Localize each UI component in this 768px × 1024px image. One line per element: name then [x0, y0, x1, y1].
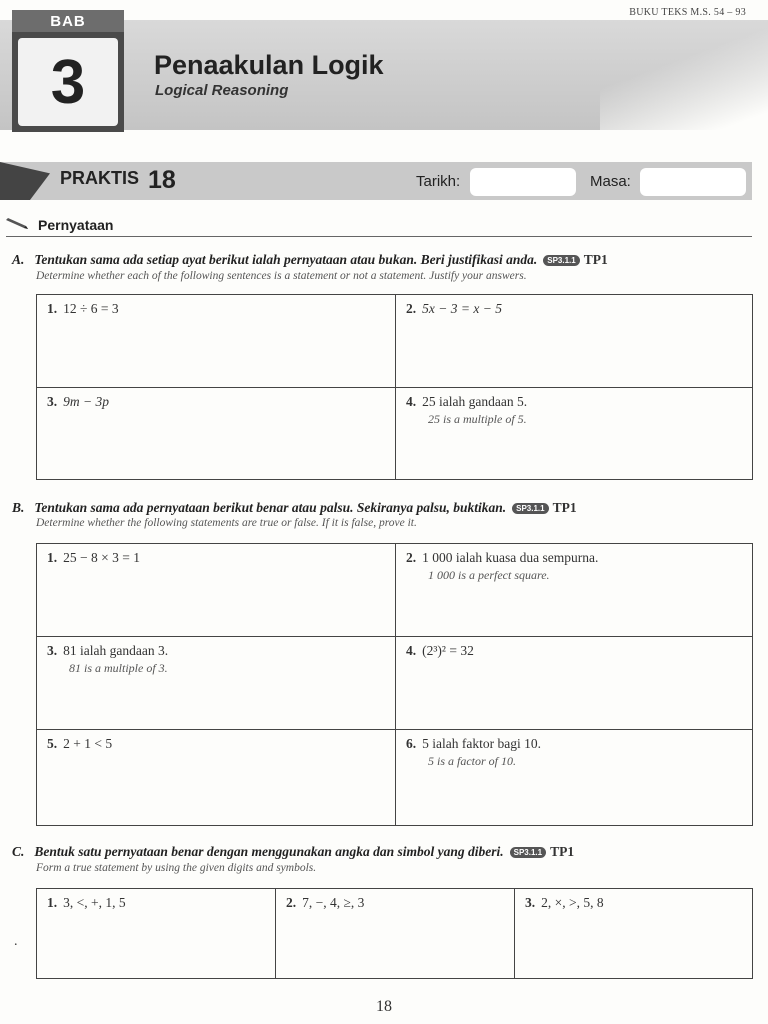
item-text: 25 ialah gandaan 5.	[422, 394, 528, 409]
sp-badge: SP3.1.1	[510, 847, 546, 858]
book-reference: BUKU TEKS M.S. 54 – 93	[629, 7, 746, 18]
instruction-text: Tentukan sama ada pernyataan berikut benar atau palsu. Sekiranya palsu, buktikan.	[34, 500, 507, 515]
answer-cell[interactable]	[37, 544, 396, 637]
answer-cell[interactable]	[37, 295, 396, 388]
item-number: 3.	[525, 895, 536, 910]
item-text: 5x − 3 = x − 5	[422, 301, 502, 316]
item-text: 5 ialah faktor bagi 10.	[422, 736, 541, 751]
item-translation: 25 is a multiple of 5.	[428, 412, 527, 426]
item-text: 2, ×, >, 5, 8	[541, 895, 604, 910]
item-number: 1.	[47, 895, 58, 910]
answer-cell[interactable]	[37, 388, 396, 480]
item-translation: 1 000 is a perfect square.	[428, 568, 550, 582]
section-b-instruction	[12, 499, 577, 517]
item-number: 4.	[406, 643, 417, 658]
section-letter: B.	[12, 500, 25, 515]
banner-fade	[600, 20, 768, 130]
answer-cell[interactable]	[396, 637, 753, 730]
item-number: 2.	[406, 301, 417, 316]
answer-cell[interactable]	[37, 889, 276, 979]
item-translation: 81 is a multiple of 3.	[69, 661, 168, 675]
time-field[interactable]	[640, 168, 746, 196]
item-number: 4.	[406, 394, 417, 409]
item-translation: 5 is a factor of 10.	[428, 754, 517, 768]
tp-level: TP1	[550, 844, 575, 859]
item-number: 1.	[47, 550, 58, 565]
item-text: (2³)² = 32	[422, 643, 474, 658]
item-text: 12 ÷ 6 = 3	[63, 301, 119, 316]
section-letter: A.	[12, 252, 25, 267]
answer-cell[interactable]	[396, 295, 753, 388]
section-b-table	[36, 543, 753, 826]
section-c-instruction	[12, 843, 574, 861]
item-number: 2.	[406, 550, 417, 565]
section-letter: C.	[12, 844, 25, 859]
bab-label: BAB	[12, 10, 124, 32]
praktis-number: 18	[148, 166, 176, 194]
pencil-icon	[6, 214, 32, 230]
item-number: 1.	[47, 301, 58, 316]
sp-badge: SP3.1.1	[543, 255, 579, 266]
section-a-instruction	[12, 251, 608, 269]
tp-level: TP1	[552, 500, 577, 515]
chapter-title: Penaakulan Logik	[154, 50, 384, 80]
answer-cell[interactable]	[396, 388, 753, 480]
section-b-instruction-en: Determine whether the following statements are true or false. If it is false, prove it.	[36, 517, 417, 529]
praktis-label: PRAKTIS	[60, 168, 140, 188]
item-number: 3.	[47, 394, 58, 409]
time-label: Masa:	[590, 173, 631, 190]
sp-badge: SP3.1.1	[512, 503, 548, 514]
item-number: 2.	[286, 895, 297, 910]
answer-cell[interactable]	[515, 889, 753, 979]
instruction-text: Tentukan sama ada setiap ayat berikut ialah pernyataan atau bukan. Beri justifikasi anda.	[34, 252, 538, 267]
item-text: 3, <, +, 1, 5	[63, 895, 126, 910]
topic-divider	[6, 236, 752, 237]
item-text: 7, −, 4, ≥, 3	[302, 895, 365, 910]
item-number: 6.	[406, 736, 417, 751]
date-label: Tarikh:	[416, 173, 461, 190]
item-number: 3.	[47, 643, 58, 658]
chapter-number: 3	[18, 38, 118, 126]
item-text: 2 + 1 < 5	[63, 736, 113, 751]
item-text: 81 ialah gandaan 3.	[63, 643, 169, 658]
section-c-table	[36, 888, 753, 979]
section-a-instruction-en: Determine whether each of the following sentences is a statement or not a statement. Justify your answers.	[36, 270, 527, 282]
margin-dot: .	[14, 934, 18, 949]
item-text: 1 000 ialah kuasa dua sempurna.	[422, 550, 599, 565]
section-c-instruction-en: Form a true statement by using the given digits and symbols.	[36, 862, 317, 874]
answer-cell[interactable]	[37, 730, 396, 826]
page-number: 18	[376, 998, 392, 1015]
tp-level: TP1	[583, 252, 608, 267]
topic-title: Pernyataan	[38, 217, 114, 233]
section-a-table	[36, 294, 753, 480]
date-field[interactable]	[470, 168, 576, 196]
item-number: 5.	[47, 736, 58, 751]
answer-cell[interactable]	[276, 889, 515, 979]
answer-cell[interactable]	[396, 730, 753, 826]
chapter-subtitle: Logical Reasoning	[155, 82, 289, 99]
item-text: 9m − 3p	[63, 394, 109, 409]
item-text: 25 − 8 × 3 = 1	[63, 550, 140, 565]
answer-cell[interactable]	[37, 637, 396, 730]
instruction-text: Bentuk satu pernyataan benar dengan menggunakan angka dan simbol yang diberi.	[34, 844, 504, 859]
answer-cell[interactable]	[396, 544, 753, 637]
